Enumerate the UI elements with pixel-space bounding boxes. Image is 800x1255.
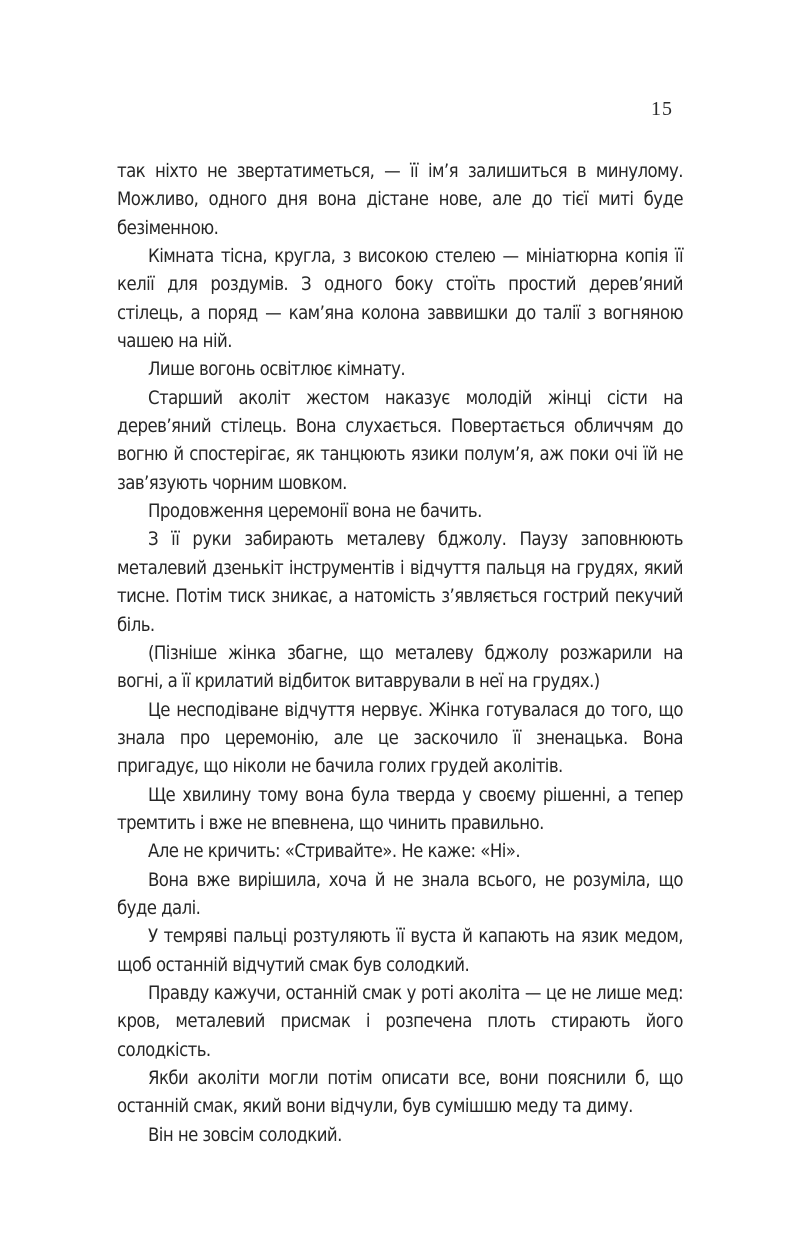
paragraph-6: З її руки забирають металеву бджолу. Паузу заповнюють металевий дзенькіт інструментів і відчуття пальця на грудях, який тисне. Потім тиск зникає, а натомість з’являється гострий пекучий біль.: [117, 529, 683, 636]
paragraph-1: так ніхто не звертатиметься, — її ім’я залишиться в минулому. Можливо, одного дня вона дістане нове, але до тієї миті буде безіменною.: [117, 161, 683, 239]
paragraph-13: Правду кажучи, останній смак у роті аколіта — це не лише мед: кров, металевий присмак і розпечена плоть стирають його солодкість.: [117, 982, 683, 1061]
paragraph-10: Але не кричить: «Стривайте». Не каже: «Ні».: [148, 841, 521, 863]
paragraph-14: Якби аколіти могли потім описати все, вони пояснили б, що останній смак, який вони відчули, був сумішшю меду та диму.: [117, 1068, 683, 1118]
paragraph-2: Кімната тісна, кругла, з високою стелею — мініатюрна копія її келії для роздумів. З одного боку стоїть простий дерев’яний стілець, а поряд — кам’яна колона заввишки до талії з вогняною чашею на ній.: [117, 246, 683, 353]
body-text: [117, 158, 683, 1150]
paragraph-4: Старший аколіт жестом наказує молодій жінці сісти на дерев’яний стілець. Вона слухається. Повертається обличчям до вогню й спостерігає, як танцюють язики полум’я, аж поки очі їй не зав’язують чорним шовком.: [117, 387, 683, 494]
paragraph-12: У темряві пальці розтуляють її вуста й капають на язик медом, щоб останній відчутий смак був солодкий.: [117, 926, 683, 976]
paragraph-7: (Пізніше жінка збагне, що металеву бджолу розжарили на вогні, а її крилатий відбиток витаврували в неї на грудях.): [117, 642, 683, 693]
paragraph-3: Лише вогонь освітлює кімнату.: [148, 359, 406, 381]
paragraph-15: Він не зовсім солодкий.: [148, 1124, 342, 1146]
paragraph-5: Продовження церемонії вона не бачить.: [148, 501, 482, 523]
paragraph-9: Ще хвилину тому вона була тверда у своєму рішенні, а тепер тремтить і вже не впевнена, що чинить правильно.: [117, 784, 683, 834]
paragraph-11: Вона вже вирішила, хоча й не знала всього, не розуміла, що буде далі.: [117, 869, 683, 919]
paragraph-8: Це несподіване відчуття нервує. Жінка готувалася до того, що знала про церемонію, але це заскочило її зненацька. Вона пригадує, що ніколи не бачила голих грудей аколітів.: [117, 699, 683, 778]
page-number: 15: [651, 98, 673, 120]
